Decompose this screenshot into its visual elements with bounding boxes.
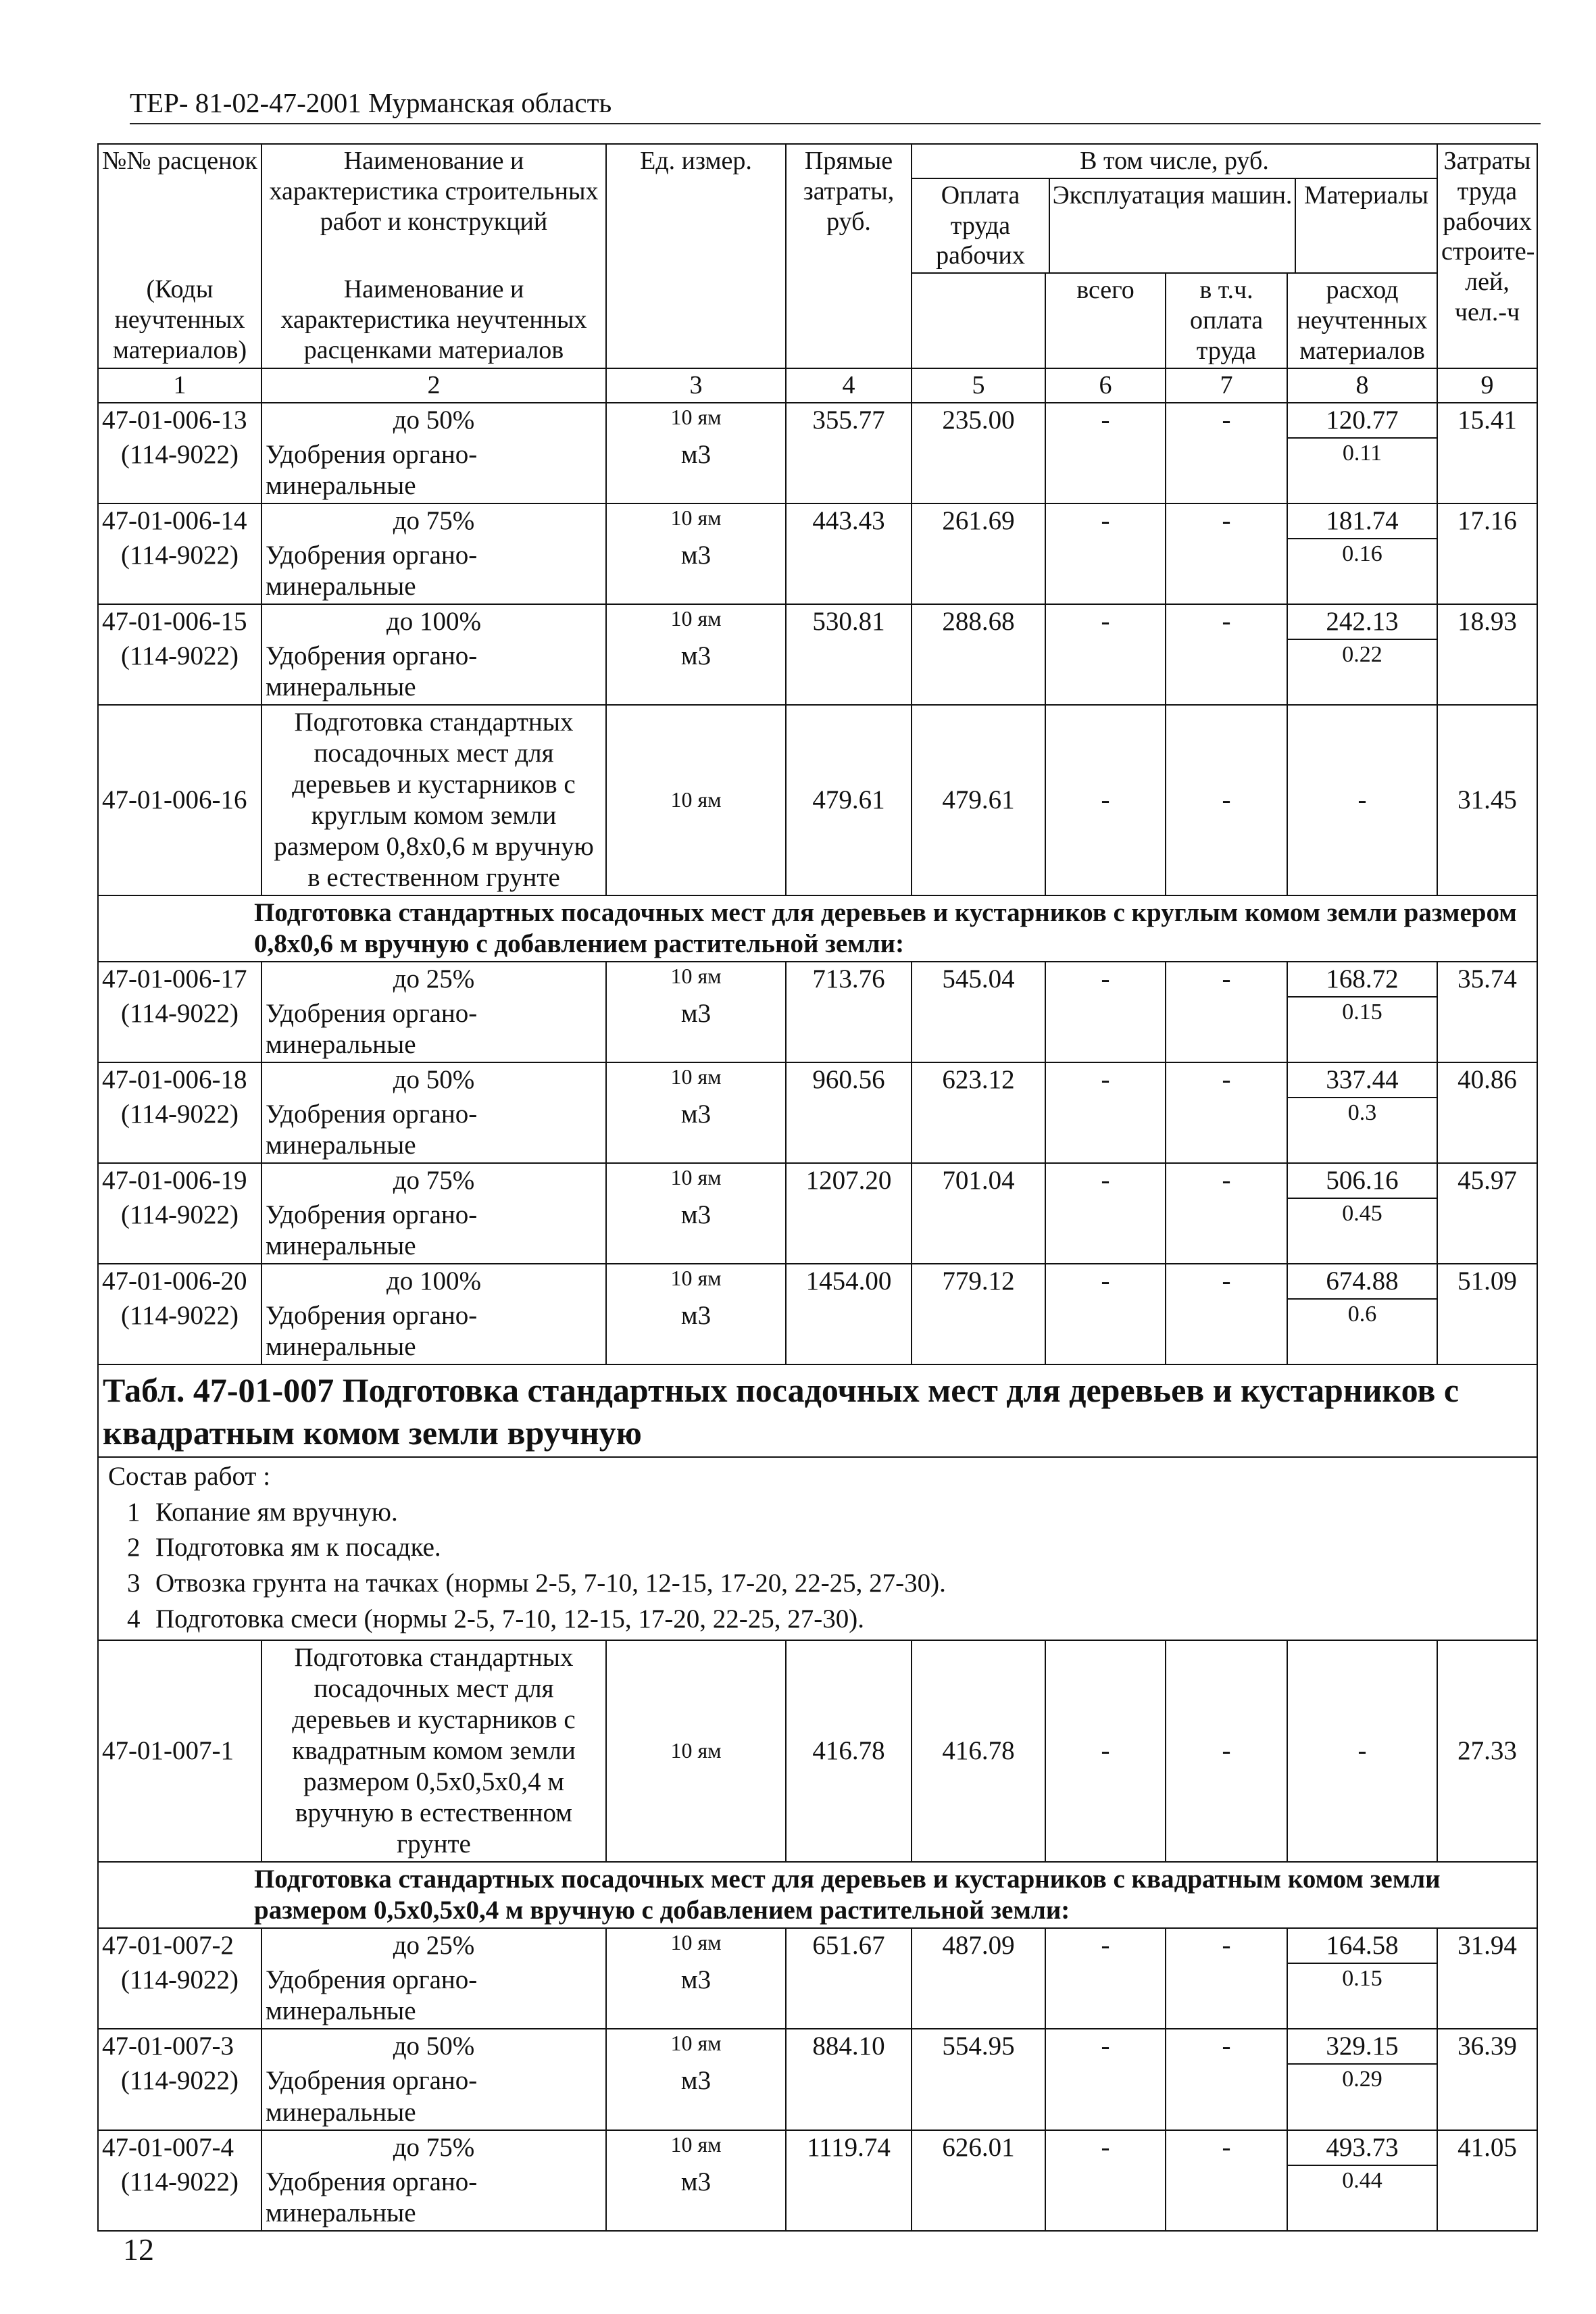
empty-cell (786, 1299, 912, 1364)
rate-code: 47-01-006-13 (98, 403, 261, 438)
rate-labor-hours: 51.09 (1437, 1264, 1537, 1299)
rate-code: 47-01-007-3 (98, 2029, 261, 2064)
material-code: (114-9022) (98, 1198, 261, 1264)
work-item-number: 3 (127, 1569, 141, 1598)
empty-cell (912, 2165, 1045, 2231)
empty-cell (1166, 1198, 1287, 1264)
empty-cell (1166, 2165, 1287, 2231)
empty-cell (912, 2064, 1045, 2130)
col-number: 7 (1166, 368, 1287, 403)
rate-materials-cost: 493.73 (1287, 2130, 1437, 2165)
work-composition-label: Состав работ : (108, 1462, 271, 1492)
rate-name: до 50% (261, 403, 606, 438)
table-title-row (98, 1364, 1537, 1457)
rate-machines-cost: - (1045, 962, 1166, 997)
rate-row (98, 503, 1537, 539)
work-item (108, 1495, 1527, 1531)
rate-machines-cost: - (1045, 705, 1166, 895)
rate-materials-cost: 329.15 (1287, 2029, 1437, 2064)
empty-cell (1166, 1963, 1287, 2029)
empty-cell (786, 1198, 912, 1264)
rate-row (98, 604, 1537, 639)
empty-cell (1166, 438, 1287, 503)
rate-machines-cost: - (1045, 1264, 1166, 1299)
rate-labor-hours: 18.93 (1437, 604, 1537, 639)
empty-cell (1045, 997, 1166, 1062)
rate-unit: 10 ям (606, 1264, 786, 1299)
material-consumption: 0.44 (1287, 2165, 1437, 2231)
material-consumption: 0.45 (1287, 1198, 1437, 1264)
rate-labor-hours: 41.05 (1437, 2130, 1537, 2165)
material-name: Удобрения органо-минеральные (261, 539, 606, 604)
empty-cell (1437, 1963, 1537, 2029)
work-item (108, 1530, 1527, 1566)
rate-name: Подготовка стандартных посадочных мест для деревьев и кустарников с квадратным комом земли размером 0,5х0,5х0,4 м вручную в естественном грунте (261, 1640, 606, 1862)
empty-cell (1045, 2064, 1166, 2130)
material-consumption: 0.6 (1287, 1299, 1437, 1364)
rate-direct-cost: 355.77 (786, 403, 912, 438)
col-number: 5 (912, 368, 1045, 403)
material-row (98, 1963, 1537, 2029)
rate-machines-labor: - (1166, 1640, 1287, 1862)
material-name: Удобрения органо-минеральные (261, 438, 606, 503)
rates-table (97, 143, 1538, 2232)
empty-cell (912, 1098, 1045, 1163)
empty-cell (1437, 997, 1537, 1062)
empty-cell (1437, 1198, 1537, 1264)
rate-machines-labor: - (1166, 1928, 1287, 1963)
material-unit: м3 (606, 639, 786, 705)
material-code: (114-9022) (98, 1299, 261, 1364)
rate-materials-cost: 164.58 (1287, 1928, 1437, 1963)
empty-cell (786, 1963, 912, 2029)
rate-code: 47-01-007-4 (98, 2130, 261, 2165)
work-item-number: 4 (127, 1604, 141, 1633)
rate-code: 47-01-006-19 (98, 1163, 261, 1198)
material-code: (114-9022) (98, 639, 261, 705)
col-mat-consumption-header: расход неучтенных материалов (1287, 273, 1437, 368)
col-mach-labor-header: в т.ч. оплата труда (1166, 273, 1287, 368)
rate-direct-cost: 479.61 (786, 705, 912, 895)
rate-machines-cost: - (1045, 1062, 1166, 1098)
material-name: Удобрения органо-минеральные (261, 2064, 606, 2130)
rate-materials-cost: - (1287, 1640, 1437, 1862)
rate-name: до 75% (261, 2130, 606, 2165)
rate-machines-cost: - (1045, 2130, 1166, 2165)
material-unit: м3 (606, 539, 786, 604)
material-code: (114-9022) (98, 2165, 261, 2231)
table-title: Табл. 47-01-007 Подготовка стандартных посадочных мест для деревьев и кустарников с квадратным комом земли вручную (98, 1364, 1537, 1457)
rate-direct-cost: 713.76 (786, 962, 912, 997)
rate-code: 47-01-006-15 (98, 604, 261, 639)
material-code: (114-9022) (98, 539, 261, 604)
empty-cell (912, 539, 1045, 604)
rate-unit: 10 ям (606, 2130, 786, 2165)
material-row (98, 997, 1537, 1062)
rate-labor-cost: 554.95 (912, 2029, 1045, 2064)
col-code-header: №№ расценок (98, 144, 261, 273)
rate-labor-cost: 235.00 (912, 403, 1045, 438)
rate-materials-cost: - (1287, 705, 1437, 895)
rate-direct-cost: 1119.74 (786, 2130, 912, 2165)
rate-name: Подготовка стандартных посадочных мест для деревьев и кустарников с круглым комом земли размером 0,8х0,6 м вручную в естественном грунте (261, 705, 606, 895)
col-hours-header: Затраты труда рабочих строите-лей, чел.-ч (1437, 144, 1537, 368)
rate-row (98, 2029, 1537, 2064)
rate-name: до 50% (261, 1062, 606, 1098)
rate-row (98, 403, 1537, 438)
work-item-number: 2 (127, 1533, 141, 1562)
empty-cell (1045, 438, 1166, 503)
material-row (98, 2064, 1537, 2130)
rate-row (98, 1264, 1537, 1299)
rate-labor-cost: 416.78 (912, 1640, 1045, 1862)
rate-code: 47-01-006-17 (98, 962, 261, 997)
rate-row (98, 1928, 1537, 1963)
section-heading: Подготовка стандартных посадочных мест для деревьев и кустарников с круглым комом земли размером 0,8х0,6 м вручную с добавлением растительной земли: (98, 895, 1537, 962)
work-composition-row (98, 1457, 1537, 1640)
rate-name: до 25% (261, 1928, 606, 1963)
col-name-header: Наименование и характеристика строительных работ и конструкций (261, 144, 606, 273)
empty-cell (786, 2165, 912, 2231)
empty-cell (912, 1963, 1045, 2029)
rate-unit: 10 ям (606, 403, 786, 438)
rate-machines-cost: - (1045, 403, 1166, 438)
empty-cell (1437, 2165, 1537, 2231)
work-composition (98, 1457, 1537, 1640)
rate-row (98, 2130, 1537, 2165)
empty-cell (786, 2064, 912, 2130)
empty-cell (1166, 997, 1287, 1062)
empty-cell (1045, 2165, 1166, 2231)
material-row (98, 1299, 1537, 1364)
work-item (108, 1566, 1527, 1602)
empty-cell (1045, 639, 1166, 705)
material-unit: м3 (606, 1299, 786, 1364)
rate-code: 47-01-007-1 (98, 1640, 261, 1862)
rate-labor-cost: 626.01 (912, 2130, 1045, 2165)
rate-labor-cost: 288.68 (912, 604, 1045, 639)
col-machines-header: Эксплуатация машин. (1050, 179, 1296, 272)
rate-name: до 25% (261, 962, 606, 997)
rate-machines-labor: - (1166, 705, 1287, 895)
work-item (108, 1602, 1527, 1638)
material-consumption: 0.11 (1287, 438, 1437, 503)
rate-row (98, 962, 1537, 997)
rate-materials-cost: 337.44 (1287, 1062, 1437, 1098)
rate-materials-cost: 506.16 (1287, 1163, 1437, 1198)
empty-cell (1166, 2064, 1287, 2130)
rate-unit: 10 ям (606, 1928, 786, 1963)
rate-machines-labor: - (1166, 2130, 1287, 2165)
rate-machines-cost: - (1045, 2029, 1166, 2064)
rate-labor-hours: 27.33 (1437, 1640, 1537, 1862)
work-item-text: Отвозка грунта на тачках (нормы 2-5, 7-10, 12-15, 17-20, 22-25, 27-30). (155, 1569, 946, 1598)
empty-cell (912, 1198, 1045, 1264)
rate-machines-labor: - (1166, 503, 1287, 539)
material-code: (114-9022) (98, 1098, 261, 1163)
material-unit: м3 (606, 1098, 786, 1163)
rate-unit: 10 ям (606, 1640, 786, 1862)
rate-labor-hours: 36.39 (1437, 2029, 1537, 2064)
document-header: ТЕР- 81-02-47-2001 Мурманская область (130, 87, 612, 118)
empty-cell (912, 1299, 1045, 1364)
material-name: Удобрения органо-минеральные (261, 1198, 606, 1264)
rate-unit: 10 ям (606, 2029, 786, 2064)
material-code: (114-9022) (98, 997, 261, 1062)
material-unit: м3 (606, 2064, 786, 2130)
rate-labor-cost: 623.12 (912, 1062, 1045, 1098)
rate-labor-cost: 779.12 (912, 1264, 1045, 1299)
rate-direct-cost: 443.43 (786, 503, 912, 539)
rate-labor-hours: 40.86 (1437, 1062, 1537, 1098)
rate-row-full (98, 705, 1537, 895)
empty-cell (1437, 1299, 1537, 1364)
empty-cell (912, 639, 1045, 705)
col-unit-header: Ед. измер. (606, 144, 786, 368)
empty-cell (786, 1098, 912, 1163)
col-labor-subheader (912, 273, 1045, 368)
rate-row (98, 1062, 1537, 1098)
material-name: Удобрения органо-минеральные (261, 1963, 606, 2029)
material-row (98, 2165, 1537, 2231)
empty-cell (1437, 639, 1537, 705)
rate-materials-cost: 181.74 (1287, 503, 1437, 539)
material-consumption: 0.15 (1287, 1963, 1437, 2029)
empty-cell (1166, 639, 1287, 705)
empty-cell (1437, 2064, 1537, 2130)
rate-machines-cost: - (1045, 1640, 1166, 1862)
empty-cell (1437, 539, 1537, 604)
rate-code: 47-01-006-16 (98, 705, 261, 895)
rate-labor-hours: 31.94 (1437, 1928, 1537, 1963)
empty-cell (1166, 1098, 1287, 1163)
material-row (98, 438, 1537, 503)
rate-unit: 10 ям (606, 604, 786, 639)
material-name: Удобрения органо-минеральные (261, 639, 606, 705)
empty-cell (1045, 1098, 1166, 1163)
material-consumption: 0.22 (1287, 639, 1437, 705)
work-item-text: Копание ям вручную. (155, 1497, 398, 1527)
material-name: Удобрения органо-минеральные (261, 2165, 606, 2231)
rate-labor-cost: 701.04 (912, 1163, 1045, 1198)
header-rule (130, 123, 1541, 124)
rate-unit: 10 ям (606, 1163, 786, 1198)
group-label: В том числе, руб. (912, 145, 1437, 179)
empty-cell (786, 438, 912, 503)
material-name: Удобрения органо-минеральные (261, 1299, 606, 1364)
rate-direct-cost: 884.10 (786, 2029, 912, 2064)
material-code: (114-9022) (98, 1963, 261, 2029)
rate-machines-labor: - (1166, 403, 1287, 438)
empty-cell (1045, 1299, 1166, 1364)
rate-materials-cost: 168.72 (1287, 962, 1437, 997)
material-code: (114-9022) (98, 438, 261, 503)
rate-labor-cost: 261.69 (912, 503, 1045, 539)
col-number: 3 (606, 368, 786, 403)
work-item-number: 1 (127, 1497, 141, 1527)
empty-cell (1166, 539, 1287, 604)
material-consumption: 0.16 (1287, 539, 1437, 604)
rate-labor-cost: 545.04 (912, 962, 1045, 997)
section-heading: Подготовка стандартных посадочных мест для деревьев и кустарников с квадратным комом земли размером 0,5х0,5х0,4 м вручную с добавлением растительной земли: (98, 1862, 1537, 1928)
table-header-row-1 (98, 144, 1537, 273)
rate-direct-cost: 960.56 (786, 1062, 912, 1098)
rate-direct-cost: 416.78 (786, 1640, 912, 1862)
empty-cell (1045, 539, 1166, 604)
rate-machines-labor: - (1166, 604, 1287, 639)
col-code-subheader: (Коды неучтенных материалов) (98, 273, 261, 368)
rate-direct-cost: 530.81 (786, 604, 912, 639)
col-group-header (912, 144, 1437, 273)
work-item-text: Подготовка ям к посадке. (155, 1533, 441, 1562)
col-number: 9 (1437, 368, 1537, 403)
rate-machines-labor: - (1166, 962, 1287, 997)
rate-labor-cost: 479.61 (912, 705, 1045, 895)
col-number: 1 (98, 368, 261, 403)
rate-materials-cost: 242.13 (1287, 604, 1437, 639)
material-consumption: 0.3 (1287, 1098, 1437, 1163)
rate-machines-labor: - (1166, 1163, 1287, 1198)
rate-labor-hours: 15.41 (1437, 403, 1537, 438)
rate-unit: 10 ям (606, 1062, 786, 1098)
section-heading-row (98, 895, 1537, 962)
rate-machines-cost: - (1045, 1928, 1166, 1963)
empty-cell (786, 997, 912, 1062)
material-code: (114-9022) (98, 2064, 261, 2130)
col-number: 4 (786, 368, 912, 403)
material-consumption: 0.15 (1287, 997, 1437, 1062)
material-unit: м3 (606, 1963, 786, 2029)
rate-machines-cost: - (1045, 503, 1166, 539)
rate-machines-labor: - (1166, 1062, 1287, 1098)
rate-code: 47-01-007-2 (98, 1928, 261, 1963)
col-labor-header: Оплата труда рабочих (912, 179, 1050, 272)
rate-code: 47-01-006-20 (98, 1264, 261, 1299)
material-row (98, 1198, 1537, 1264)
rate-row (98, 1163, 1537, 1198)
rate-direct-cost: 1207.20 (786, 1163, 912, 1198)
rate-machines-cost: - (1045, 604, 1166, 639)
rate-labor-hours: 31.45 (1437, 705, 1537, 895)
material-row (98, 1098, 1537, 1163)
rate-machines-cost: - (1045, 1163, 1166, 1198)
col-name-subheader: Наименование и характеристика неучтенных расценками материалов (261, 273, 606, 368)
rate-unit: 10 ям (606, 962, 786, 997)
rate-name: до 100% (261, 1264, 606, 1299)
rate-unit: 10 ям (606, 503, 786, 539)
page-number: 12 (123, 2232, 154, 2267)
rate-row-full (98, 1640, 1537, 1862)
rate-name: до 100% (261, 604, 606, 639)
rate-machines-labor: - (1166, 2029, 1287, 2064)
empty-cell (786, 639, 912, 705)
col-number: 6 (1045, 368, 1166, 403)
rate-name: до 75% (261, 1163, 606, 1198)
rate-materials-cost: 120.77 (1287, 403, 1437, 438)
rate-materials-cost: 674.88 (1287, 1264, 1437, 1299)
rate-labor-hours: 35.74 (1437, 962, 1537, 997)
rate-name: до 50% (261, 2029, 606, 2064)
col-materials-header: Материалы (1303, 180, 1429, 210)
empty-cell (912, 997, 1045, 1062)
rate-direct-cost: 651.67 (786, 1928, 912, 1963)
rate-labor-hours: 45.97 (1437, 1163, 1537, 1198)
material-name: Удобрения органо-минеральные (261, 997, 606, 1062)
empty-cell (1437, 1098, 1537, 1163)
work-item-text: Подготовка смеси (нормы 2-5, 7-10, 12-15, 17-20, 22-25, 27-30). (155, 1604, 865, 1633)
rate-code: 47-01-006-18 (98, 1062, 261, 1098)
empty-cell (1045, 1198, 1166, 1264)
material-unit: м3 (606, 997, 786, 1062)
material-row (98, 539, 1537, 604)
material-name: Удобрения органо-минеральные (261, 1098, 606, 1163)
rate-name: до 75% (261, 503, 606, 539)
material-row (98, 639, 1537, 705)
rate-labor-cost: 487.09 (912, 1928, 1045, 1963)
empty-cell (1437, 438, 1537, 503)
material-unit: м3 (606, 438, 786, 503)
col-mach-total-header: всего (1045, 273, 1166, 368)
col-number: 2 (261, 368, 606, 403)
empty-cell (786, 539, 912, 604)
col-number: 8 (1287, 368, 1437, 403)
rate-code: 47-01-006-14 (98, 503, 261, 539)
rate-unit: 10 ям (606, 705, 786, 895)
empty-cell (1045, 1963, 1166, 2029)
rate-machines-labor: - (1166, 1264, 1287, 1299)
section-heading-row (98, 1862, 1537, 1928)
empty-cell (912, 438, 1045, 503)
rate-labor-hours: 17.16 (1437, 503, 1537, 539)
column-number-row (98, 368, 1537, 403)
material-unit: м3 (606, 2165, 786, 2231)
col-direct-header: Прямые затраты, руб. (786, 144, 912, 368)
material-unit: м3 (606, 1198, 786, 1264)
empty-cell (1166, 1299, 1287, 1364)
rate-direct-cost: 1454.00 (786, 1264, 912, 1299)
material-consumption: 0.29 (1287, 2064, 1437, 2130)
